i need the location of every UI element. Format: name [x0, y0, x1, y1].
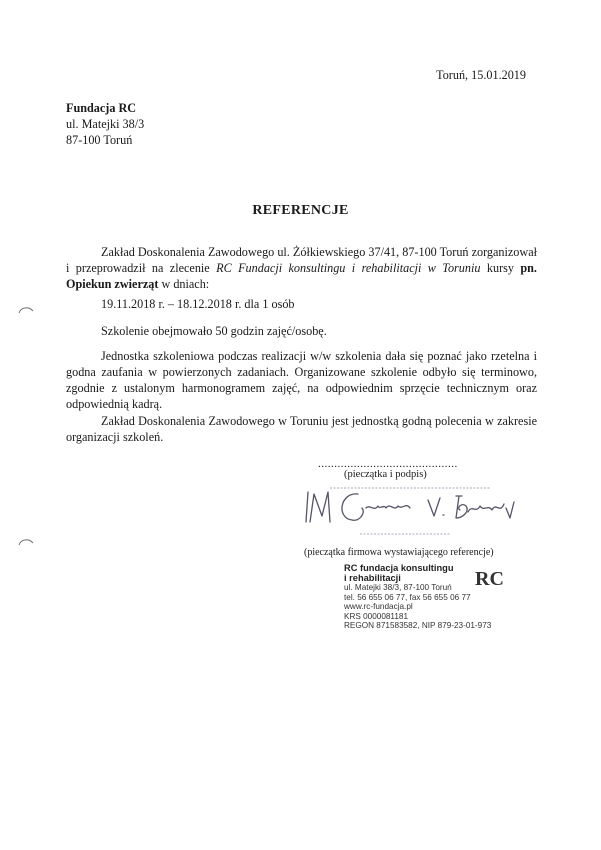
punch-hole-mark-icon: [18, 305, 34, 315]
document-title: REFERENCJE: [252, 203, 349, 218]
recipient-name: Fundacja RC: [66, 101, 137, 115]
punch-hole-mark-icon: [18, 537, 34, 547]
handwritten-signature-icon: [300, 478, 530, 544]
recipient-address-block: [66, 100, 144, 148]
stamp-address: ul. Matejki 38/3, 87-100 Toruń: [344, 583, 452, 592]
intro-foundation-name: RC Fundacji konsultingu i rehabilitacji w Toruniu: [216, 261, 481, 275]
rc-logo-icon: [473, 567, 507, 589]
stamp-name-line1: RC fundacja konsultingu: [344, 563, 454, 573]
intro-course-name: pn. Opiekun zwierząt: [66, 261, 537, 291]
stamp-website: www.rc-fundacja.pl: [344, 602, 413, 612]
rc-logo-text: RC: [475, 568, 504, 589]
place-and-date: Toruń, 15.01.2019: [436, 68, 526, 82]
course-hours: Szkolenie obejmowało 50 godzin zajęć/osobę.: [101, 324, 327, 338]
paragraph-recommendation: Zakład Doskonalenia Zawodowego w Toruniu jest jednostką godną polecenia w zakresie organizacji szkoleń.: [66, 414, 537, 444]
stamp-krs: KRS 0000081181: [344, 611, 409, 621]
stamp-company-name: [344, 563, 491, 583]
firm-stamp-label: (pieczątka firmowa wystawiającego referencje): [304, 547, 494, 558]
signature-label: (pieczątka i podpis): [344, 469, 427, 480]
paragraph-intro: [66, 244, 537, 292]
course-dates: 19.11.2018 r. – 18.12.2018 r. dla 1 osób: [101, 297, 295, 311]
signature-dotted-line: ...........................................: [318, 458, 458, 470]
intro-text-start: Zakład Doskonalenia Zawodowego ul. Żółkiewskiego 37/41, 87-100 Toruń zorganizował i przeprowadził na zlecenie: [66, 245, 537, 275]
paragraph-assessment: Jednostka szkoleniowa podczas realizacji w/w szkolenia dała się poznać jako rzetelna i godna zaufania w powierzonych zadaniach. Organizowane szkolenie odbyło się terminowo, zgodnie z ustalonym harmonogramem zajęć, na odpowiednim sprzęcie technicznym oraz odpowiednią kadrą.: [66, 349, 537, 411]
stamp-regon-nip: REGON 871583582, NIP 879-23-01-973: [344, 621, 492, 631]
intro-text-end: w dniach:: [158, 277, 210, 291]
company-stamp: [344, 563, 491, 631]
recipient-city: 87-100 Toruń: [66, 133, 133, 147]
intro-text-mid: kursy: [480, 261, 521, 275]
recipient-street: ul. Matejki 38/3: [66, 117, 145, 131]
stamp-phones: tel. 56 655 06 77, fax 56 655 06 77: [344, 592, 471, 602]
stamp-name-line2: i rehabilitacji: [344, 573, 401, 583]
